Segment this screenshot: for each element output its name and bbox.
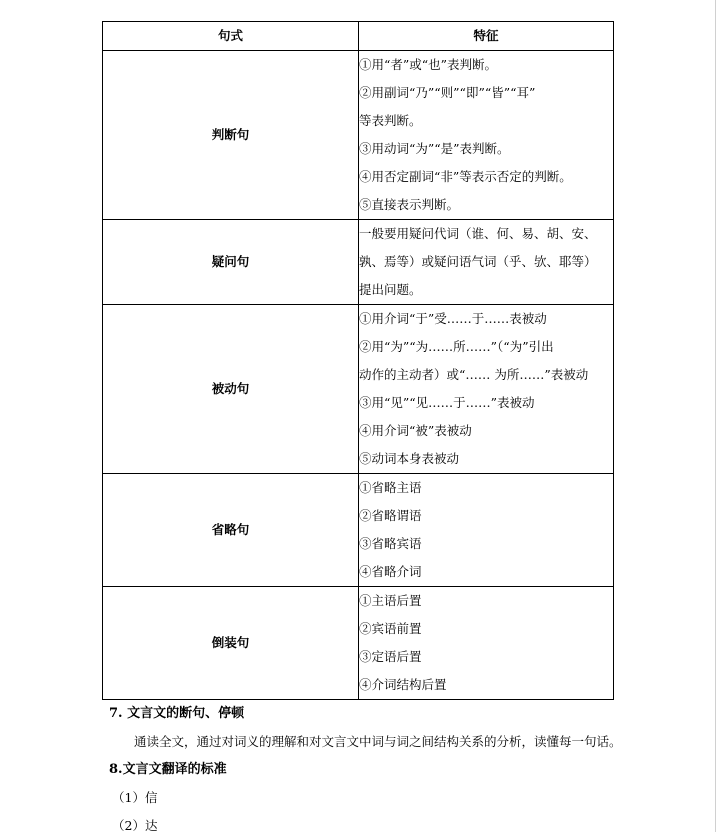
table-row [103,474,614,587]
feature-line: ③定语后置 [359,649,422,664]
table-row [103,51,614,220]
feature-line: ①用介词“于”受……于……表被动 [359,311,547,326]
feature-line: ①用“者”或“也”表判断。 [359,57,498,72]
feature-line: ①省略主语 [359,480,422,495]
section-8-heading: 8.文言文翻译的标准 [109,762,227,777]
table-header-row [103,22,614,51]
feature-line: ②宾语前置 [359,621,422,636]
feature-line: 提出问题。 [359,282,422,297]
feature-line: ④省略介词 [359,564,422,579]
feature-line: ⑤动词本身表被动 [359,451,460,466]
header-sentence-type: 句式 [103,22,359,51]
feature-line: ②用“为”“为……所……”（“为”引出 [359,339,554,354]
page-edge [715,0,716,832]
feature-line: ④用否定副词“非”等表示否定的判断。 [359,169,572,184]
sentence-pattern-table [102,21,614,700]
table-row [103,220,614,305]
table-row [103,587,614,700]
feature-line: ②省略谓语 [359,508,422,523]
sentence-type-cell: 被动句 [103,305,359,474]
feature-line: 等表判断。 [359,113,422,128]
features-cell [359,474,614,587]
feature-line: ⑤直接表示判断。 [359,197,460,212]
features-cell [359,305,614,474]
feature-line: 孰、焉等）或疑问语气词（乎、欤、耶等） [359,254,597,269]
section-8-item-2: （2）达 [112,818,158,833]
sentence-type-cell: 判断句 [103,51,359,220]
section-7-text: 通读全文，通过对词义的理解和对文言文中词与词之间结构关系的分析，读懂每一句话。 [134,734,622,749]
features-cell [359,51,614,220]
feature-line: ②用副词“乃”“则”“即”“皆”“耳” [359,85,536,100]
features-cell [359,220,614,305]
feature-line: 动作的主动者）或“…… 为所……”表被动 [359,367,589,382]
features-cell [359,587,614,700]
table-row [103,305,614,474]
feature-line: ③用“见”“见……于……”表被动 [359,395,535,410]
sentence-type-cell: 倒装句 [103,587,359,700]
feature-line: 一般要用疑问代词（谁、何、易、胡、安、 [359,226,597,241]
feature-line: ④用介词“被”表被动 [359,423,472,438]
section-8-item-1: （1）信 [112,790,158,805]
feature-line: ③用动词“为”“是”表判断。 [359,141,510,156]
table-body [103,51,614,700]
feature-line: ④介词结构后置 [359,677,447,692]
section-7-heading: 7. 文言文的断句、停顿 [109,706,245,721]
header-features: 特征 [359,22,614,51]
sentence-type-cell: 疑问句 [103,220,359,305]
feature-line: ③省略宾语 [359,536,422,551]
sentence-type-cell: 省略句 [103,474,359,587]
feature-line: ①主语后置 [359,593,422,608]
